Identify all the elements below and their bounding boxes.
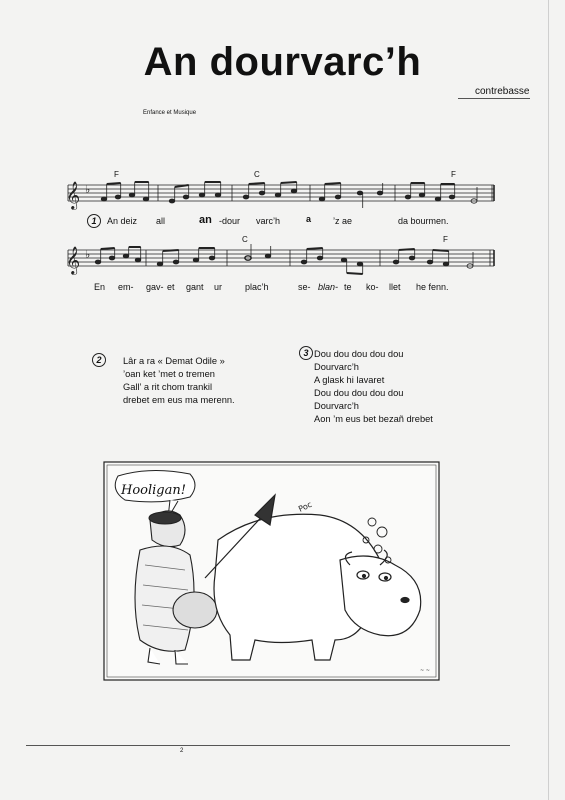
lyric-syllable: blan- xyxy=(318,282,339,292)
verse-line: Dou dou dou dou dou xyxy=(314,388,404,398)
lyric-syllable: En xyxy=(94,282,106,292)
treble-clef-icon: 𝄞 xyxy=(66,181,81,209)
verse-line: Aon ’m eus bet bezañ drebet xyxy=(314,414,433,424)
instrument-label: contrebasse xyxy=(475,86,530,97)
verse-number-1: 1 xyxy=(87,214,101,228)
verse-line: Dourvarc’h xyxy=(314,362,359,372)
verse-number-2: 2 xyxy=(92,353,106,367)
lyric-syllable: an xyxy=(199,214,212,226)
lyric-syllable: gant xyxy=(186,282,204,292)
lyric-syllable: An deiz xyxy=(107,216,138,226)
speech-text: Hooligan! xyxy=(121,483,186,498)
verse-line: Gall’ a rit chom trankil xyxy=(123,382,213,392)
flat-icon: ♭ xyxy=(85,183,91,196)
source-credit: Enfance et Musique xyxy=(143,110,197,116)
lyric-syllable: varc’h xyxy=(256,216,281,226)
verse-line: ’oan ket ’met o tremen xyxy=(123,369,215,379)
lyric-syllable: he fenn. xyxy=(416,282,449,292)
verse-line: A glask hi lavaret xyxy=(314,375,385,385)
song-title: An dourvarc’h xyxy=(143,40,422,84)
page-mark: 2 xyxy=(180,748,184,754)
verse-number-3: 3 xyxy=(299,346,313,360)
lyric-syllable: ur xyxy=(214,282,223,292)
verse-line: drebet em eus ma merenn. xyxy=(123,395,235,405)
chord-label: F xyxy=(443,235,448,244)
lyric-syllable: da bourmen. xyxy=(398,216,449,226)
lyric-syllable: all xyxy=(156,216,166,226)
lyric-syllable: llet xyxy=(389,282,401,292)
chord-label: C xyxy=(254,170,260,179)
artist-signature: ~ ~ xyxy=(420,668,430,674)
chord-label: F xyxy=(451,170,456,179)
lyric-syllable: gav- xyxy=(146,282,164,292)
treble-clef-icon: 𝄞 xyxy=(66,246,81,274)
lyric-syllable: te xyxy=(344,282,352,292)
verse-line: Lâr a ra « Demat Odile » xyxy=(123,356,225,366)
lyric-syllable: -dour xyxy=(219,216,241,226)
lyric-syllable: et xyxy=(167,282,175,292)
lyric-syllable: ko- xyxy=(366,282,379,292)
verse-line: Dou dou dou dou dou xyxy=(314,349,404,359)
verse-line: Dourvarc’h xyxy=(314,401,359,411)
lyric-syllable: plac’h xyxy=(245,282,269,292)
lyric-syllable: ’z ae xyxy=(333,216,353,226)
lyric-syllable: em- xyxy=(118,282,134,292)
chord-label: C xyxy=(242,235,248,244)
footer-rule xyxy=(26,745,510,746)
flat-icon: ♭ xyxy=(85,248,91,261)
lyric-syllable: a xyxy=(306,214,312,224)
chord-label: F xyxy=(114,170,119,179)
sound-effect-text: Poc xyxy=(297,499,314,514)
lyric-syllable: se- xyxy=(298,282,311,292)
